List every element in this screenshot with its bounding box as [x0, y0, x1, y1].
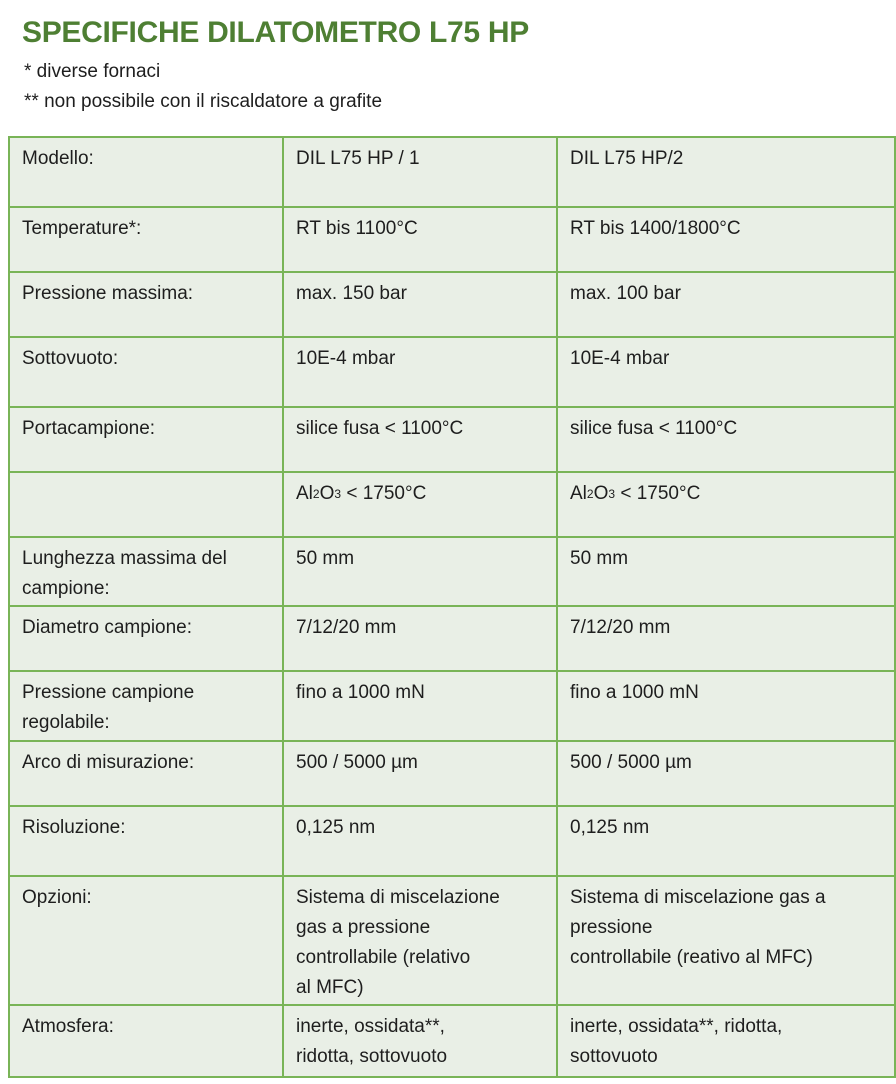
cell-line: Risoluzione: — [22, 817, 126, 838]
table-row — [9, 806, 895, 876]
spec-value-hp2 — [557, 876, 895, 1005]
subscript: 3 — [334, 487, 342, 501]
row-label — [9, 606, 283, 671]
table-row — [9, 407, 895, 472]
cell-line: Lunghezza massima del — [22, 548, 227, 569]
spec-value-hp1 — [283, 741, 557, 806]
cell-line: Opzioni: — [22, 887, 92, 908]
row-label — [9, 671, 283, 741]
cell-line: 50 mm — [296, 548, 355, 569]
text-part: < 1750°C — [615, 483, 701, 504]
footnote-furnaces: * diverse fornaci — [24, 61, 161, 82]
cell-line: Pressione massima: — [22, 283, 194, 304]
row-label — [9, 337, 283, 407]
row-label — [9, 806, 283, 876]
spec-value-hp1 — [283, 137, 557, 207]
cell-line: DIL L75 HP / 1 — [296, 148, 420, 169]
spec-value-hp1 — [283, 671, 557, 741]
cell-line: 500 / 5000 µm — [296, 752, 418, 773]
cell-line: 7/12/20 mm — [296, 617, 397, 638]
spec-value-hp2 — [557, 1005, 895, 1077]
text-part: O — [593, 483, 609, 504]
cell-line: 7/12/20 mm — [570, 617, 671, 638]
cell-line: DIL L75 HP/2 — [570, 148, 684, 169]
footnote-graphite-heater: ** non possibile con il riscaldatore a grafite — [24, 91, 383, 112]
cell-line: silice fusa < 1100°C — [296, 418, 464, 439]
cell-line: Sistema di miscelazione — [296, 887, 500, 908]
spec-value-hp1 — [283, 876, 557, 1005]
row-label — [9, 407, 283, 472]
cell-line: Modello: — [22, 148, 94, 169]
row-label — [9, 1005, 283, 1077]
spec-value-hp1 — [283, 606, 557, 671]
cell-line: 500 / 5000 µm — [570, 752, 692, 773]
spec-value-hp2 — [557, 606, 895, 671]
cell-line: 0,125 nm — [570, 817, 650, 838]
row-label — [9, 137, 283, 207]
spec-value-hp1 — [283, 272, 557, 337]
cell-line: Sottovuoto: — [22, 348, 119, 369]
row-label — [9, 272, 283, 337]
text-part: Al — [296, 483, 313, 504]
text-part: < 1750°C — [341, 483, 427, 504]
page-title: SPECIFICHE DILATOMETRO L75 HP — [22, 16, 529, 49]
row-label — [9, 537, 283, 606]
cell-line: 10E-4 mbar — [296, 348, 396, 369]
spec-value-hp2 — [557, 741, 895, 806]
cell-line: regolabile: — [22, 712, 110, 733]
cell-line: inerte, ossidata**, — [296, 1016, 445, 1037]
spec-value-hp1 — [283, 1005, 557, 1077]
cell-line: controllabile (relativo — [296, 947, 471, 968]
spec-value-hp1 — [283, 806, 557, 876]
row-label — [9, 876, 283, 1005]
spec-value-hp2 — [557, 272, 895, 337]
cell-line: al MFC) — [296, 977, 364, 998]
cell-line: Diametro campione: — [22, 617, 193, 638]
cell-line: Temperature*: — [22, 218, 142, 239]
cell-line: ridotta, sottovuoto — [296, 1046, 448, 1067]
cell-line — [296, 479, 544, 509]
spec-value-hp1 — [283, 537, 557, 606]
table-row — [9, 606, 895, 671]
cell-line: gas a pressione — [296, 917, 431, 938]
cell-line: Sistema di miscelazione gas a — [570, 887, 826, 908]
table-row — [9, 671, 895, 741]
cell-line: controllabile (reativo al MFC) — [570, 947, 813, 968]
cell-line: 0,125 nm — [296, 817, 376, 838]
cell-line: 50 mm — [570, 548, 629, 569]
cell-line: Arco di misurazione: — [22, 752, 195, 773]
table-row — [9, 1005, 895, 1077]
cell-line: RT bis 1100°C — [296, 218, 418, 239]
spec-value-hp2 — [557, 207, 895, 272]
cell-line: fino a 1000 mN — [570, 682, 699, 703]
table-row — [9, 741, 895, 806]
cell-line: Pressione campione — [22, 682, 195, 703]
spec-value-hp2 — [557, 806, 895, 876]
spec-value-hp1 — [283, 407, 557, 472]
cell-line: campione: — [22, 578, 110, 599]
cell-line: max. 100 bar — [570, 283, 681, 304]
table-row — [9, 472, 895, 537]
table-row — [9, 537, 895, 606]
spec-value-hp2 — [557, 472, 895, 537]
cell-line: max. 150 bar — [296, 283, 407, 304]
subscript: 2 — [312, 487, 320, 501]
cell-line: Atmosfera: — [22, 1016, 114, 1037]
row-label — [9, 207, 283, 272]
spec-value-hp2 — [557, 537, 895, 606]
row-label — [9, 472, 283, 537]
text-part: Al — [570, 483, 587, 504]
table-row — [9, 207, 895, 272]
table-row — [9, 272, 895, 337]
subscript: 3 — [608, 487, 616, 501]
cell-line: 10E-4 mbar — [570, 348, 670, 369]
spec-table — [8, 136, 896, 1078]
spec-value-hp1 — [283, 337, 557, 407]
table-row — [9, 876, 895, 1005]
cell-line: Portacampione: — [22, 418, 156, 439]
cell-line: sottovuoto — [570, 1046, 658, 1067]
spec-value-hp2 — [557, 671, 895, 741]
cell-line: fino a 1000 mN — [296, 682, 425, 703]
text-part: O — [319, 483, 335, 504]
cell-line: pressione — [570, 917, 653, 938]
spec-value-hp2 — [557, 137, 895, 207]
spec-value-hp1 — [283, 472, 557, 537]
cell-line: silice fusa < 1100°C — [570, 418, 738, 439]
spec-value-hp2 — [557, 337, 895, 407]
spec-value-hp2 — [557, 407, 895, 472]
table-row — [9, 337, 895, 407]
subscript: 2 — [586, 487, 594, 501]
row-label — [9, 741, 283, 806]
table-row — [9, 137, 895, 207]
cell-line: RT bis 1400/1800°C — [570, 218, 741, 239]
spec-value-hp1 — [283, 207, 557, 272]
cell-line: inerte, ossidata**, ridotta, — [570, 1016, 783, 1037]
cell-line — [570, 479, 882, 509]
